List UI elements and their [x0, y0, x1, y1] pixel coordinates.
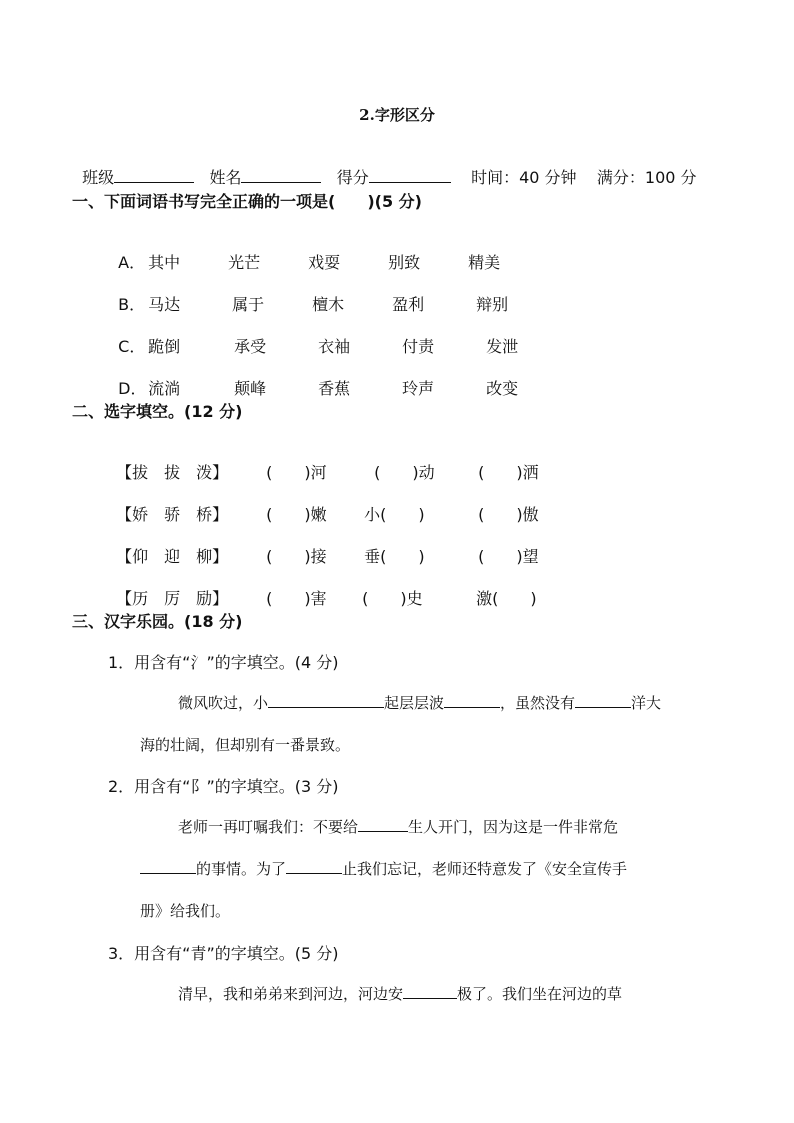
fill-blank[interactable] — [358, 817, 408, 832]
q3-sub3-line1 — [178, 983, 622, 1004]
q1-option-d — [108, 357, 566, 399]
option-word: 精美 — [468, 253, 501, 272]
text-segment: ，虽然没有 — [500, 694, 576, 712]
text-segment: 微风吹过，小 — [178, 694, 269, 712]
q3-sub1-label: 1．用含有“氵”的字填空。(4 分) — [108, 653, 339, 672]
option-word: 玲声 — [402, 379, 435, 398]
option-word: 衣袖 — [318, 337, 351, 356]
fill-item[interactable]: 激( ) — [476, 589, 537, 608]
option-word: 属于 — [232, 295, 265, 314]
page-title: 2.字形区分 — [359, 106, 435, 124]
q2-row — [106, 483, 558, 525]
class-blank[interactable] — [114, 168, 194, 183]
q3-sub2-line1 — [178, 816, 618, 837]
q1-option-c — [108, 315, 566, 357]
fill-item[interactable]: ( )害 — [266, 589, 327, 608]
char-group: 【仰 迎 柳】 — [116, 547, 229, 566]
q2-row — [106, 441, 558, 483]
text-segment: 洋大 — [631, 694, 662, 712]
q2-row — [106, 567, 556, 609]
full-score-label: 满分：100 分 — [596, 168, 697, 187]
time-label: 时间：40 分钟 — [471, 168, 577, 187]
name-blank[interactable] — [241, 168, 321, 183]
q1-option-a — [108, 231, 548, 273]
class-label: 班级 — [82, 168, 115, 187]
option-word: 别致 — [388, 253, 421, 272]
fill-blank[interactable] — [268, 693, 384, 708]
fill-blank[interactable] — [286, 859, 342, 874]
text-segment: 的事情。为了 — [196, 860, 287, 878]
fill-blank[interactable] — [575, 693, 631, 708]
q3-sub2-line2 — [140, 858, 627, 879]
text-segment: 止我们忘记，老师还特意发了《安全宣传手 — [342, 860, 628, 878]
text-segment: 起层层波 — [384, 694, 445, 712]
q3-sub1-line2: 海的壮阔，但却别有一番景致。 — [140, 736, 351, 754]
option-word: 承受 — [234, 337, 267, 356]
q1-option-b — [108, 273, 556, 315]
char-group: 【历 厉 励】 — [116, 589, 229, 608]
option-label: A． — [118, 253, 146, 272]
option-word: 其中 — [148, 253, 181, 272]
option-word: 香蕉 — [318, 379, 351, 398]
char-group: 【拔 拔 泼】 — [116, 463, 229, 482]
q3-sub2-label: 2．用含有“阝”的字填空。(3 分) — [108, 777, 339, 796]
option-word: 跪倒 — [148, 337, 181, 356]
score-label: 得分 — [336, 168, 369, 187]
text-segment: 极了。我们坐在河边的草 — [457, 985, 623, 1003]
fill-item[interactable]: ( )河 — [266, 463, 327, 482]
fill-blank[interactable] — [444, 693, 500, 708]
option-label: B． — [118, 295, 146, 314]
fill-blank[interactable] — [403, 984, 457, 999]
fill-item[interactable]: ( )嫩 — [266, 505, 327, 524]
option-word: 颠峰 — [234, 379, 267, 398]
option-word: 马达 — [148, 295, 181, 314]
q3-sub3-label: 3．用含有“青”的字填空。(5 分) — [108, 944, 339, 963]
option-label: D． — [118, 379, 147, 398]
header-info — [72, 146, 697, 188]
option-word: 光芒 — [228, 253, 261, 272]
fill-blank[interactable] — [140, 859, 196, 874]
fill-item[interactable]: ( )动 — [374, 463, 435, 482]
option-word: 流淌 — [148, 379, 181, 398]
q2-heading: 二、选字填空。(12 分) — [72, 402, 243, 421]
option-word: 付责 — [402, 337, 435, 356]
option-word: 发泄 — [486, 337, 519, 356]
fill-item[interactable]: ( )洒 — [478, 463, 539, 482]
q3-sub1-line1 — [178, 692, 661, 713]
text-segment: 老师一再叮嘱我们：不要给 — [178, 818, 359, 836]
text-segment: 清早，我和弟弟来到河边，河边安 — [178, 985, 404, 1003]
fill-item[interactable]: 垂( ) — [364, 547, 425, 566]
q2-row — [106, 525, 558, 567]
text-segment: 生人开门，因为这是一件非常危 — [408, 818, 619, 836]
char-group: 【娇 骄 桥】 — [116, 505, 229, 524]
option-word: 檀木 — [312, 295, 345, 314]
option-word: 辩别 — [476, 295, 509, 314]
option-label: C． — [118, 337, 146, 356]
q3-sub2-line3: 册》给我们。 — [140, 902, 231, 920]
option-word: 盈利 — [392, 295, 425, 314]
fill-item[interactable]: ( )傲 — [478, 505, 539, 524]
score-blank[interactable] — [369, 168, 451, 183]
fill-item[interactable]: 小( ) — [364, 505, 425, 524]
name-label: 姓名 — [209, 168, 242, 187]
fill-item[interactable]: ( )望 — [478, 547, 539, 566]
option-word: 改变 — [486, 379, 519, 398]
fill-item[interactable]: ( )史 — [362, 589, 423, 608]
option-word: 戏耍 — [308, 253, 341, 272]
q3-heading: 三、汉字乐园。(18 分) — [72, 612, 243, 631]
q1-heading: 一、下面词语书写完全正确的一项是( )(5 分) — [72, 192, 422, 211]
fill-item[interactable]: ( )接 — [266, 547, 327, 566]
